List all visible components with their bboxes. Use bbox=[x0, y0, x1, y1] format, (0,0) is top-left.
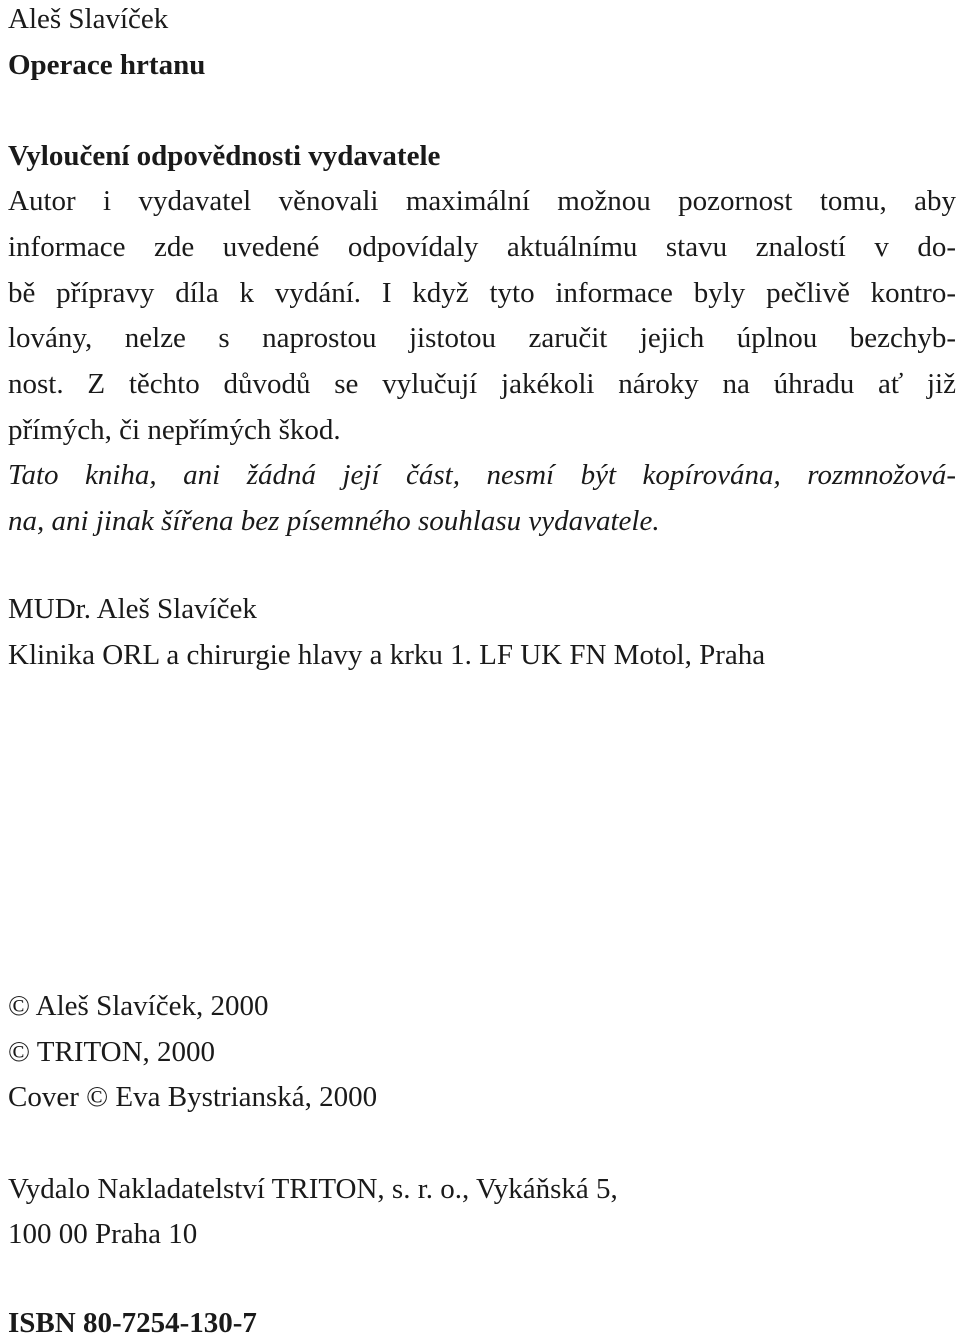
isbn: ISBN 80-7254-130-7 bbox=[8, 1307, 257, 1339]
publisher-address: 100 00 Praha 10 bbox=[8, 1218, 198, 1250]
disclaimer-line: Autor i vydavatel věnovali maximální možnou pozornost tomu, aby bbox=[8, 185, 956, 217]
disclaimer-line: lovány, nelze s naprostou jistotou zaručit jejich úplnou bezchyb- bbox=[8, 322, 956, 354]
author-affiliation: Klinika ORL a chirurgie hlavy a krku 1. LF UK FN Motol, Praha bbox=[8, 639, 766, 671]
copyright-line: © Aleš Slavíček, 2000 bbox=[8, 990, 269, 1022]
copyright-notice-line: na, ani jinak šířena bez písemného souhlasu vydavatele. bbox=[8, 505, 660, 537]
copyright-line: © TRITON, 2000 bbox=[8, 1036, 216, 1068]
copyright-notice-line: Tato kniha, ani žádná její část, nesmí být kopírována, rozmnožová- bbox=[8, 459, 956, 491]
disclaimer-heading: Vyloučení odpovědnosti vydavatele bbox=[8, 140, 441, 172]
author-full-name: MUDr. Aleš Slavíček bbox=[8, 593, 257, 625]
disclaimer-line: bě přípravy díla k vydání. I když tyto informace byly pečlivě kontro- bbox=[8, 277, 956, 309]
disclaimer-line: nost. Z těchto důvodů se vylučují jakékoli nároky na úhradu ať již bbox=[8, 368, 956, 400]
book-title: Operace hrtanu bbox=[8, 49, 206, 81]
author-name: Aleš Slavíček bbox=[8, 3, 169, 35]
publisher-line: Vydalo Nakladatelství TRITON, s. r. o., Vykáňská 5, bbox=[8, 1173, 618, 1205]
disclaimer-line: přímých, či nepřímých škod. bbox=[8, 414, 341, 446]
copyright-line: Cover © Eva Bystrianská, 2000 bbox=[8, 1081, 378, 1113]
disclaimer-line: informace zde uvedené odpovídaly aktuálnímu stavu znalostí v do- bbox=[8, 231, 956, 263]
